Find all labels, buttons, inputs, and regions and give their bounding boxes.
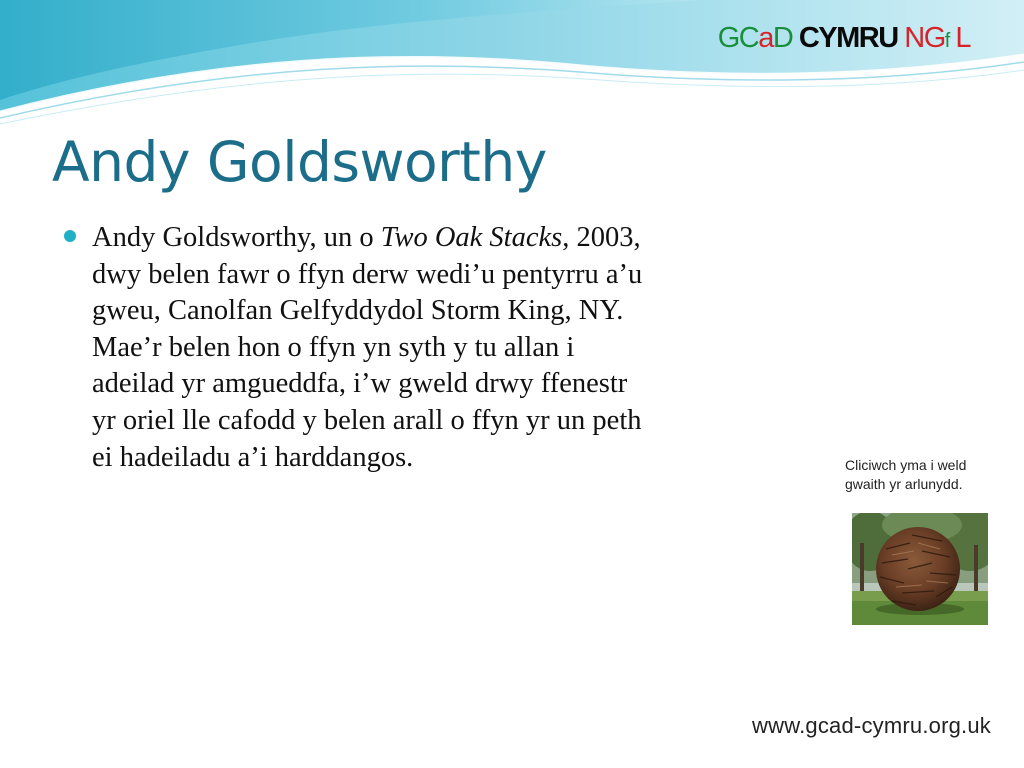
artwork-thumbnail-link[interactable]	[852, 513, 988, 625]
slide-title: Andy Goldsworthy	[52, 130, 547, 194]
logo-part-d: D	[772, 22, 793, 54]
bullet-dot-icon	[64, 230, 76, 242]
footer-url: www.gcad-cymru.org.uk	[752, 713, 991, 738]
slide-body-text	[92, 220, 652, 476]
caption-line-1: Cliciwch yma i weld	[845, 457, 967, 473]
logo-part-l: L	[948, 22, 970, 54]
logo-part-gc: GC	[717, 22, 759, 54]
gcad-logo	[718, 22, 970, 55]
logo-part-f: f	[944, 30, 949, 52]
logo-part-cymru: CYMRU	[792, 22, 905, 54]
body-lead: Andy Goldsworthy, un o	[92, 222, 381, 253]
caption-line-2: gwaith yr arlunydd.	[845, 476, 963, 492]
logo-part-ng: NG	[904, 22, 945, 54]
body-rest: , 2003, dwy belen fawr o ffyn derw wedi’u pentyrru a’u gweu, Canolfan Gelfyddydol Storm King, NY. Mae’r belen hon o ffyn yn syth y tu allan i adeilad yr amgueddfa, i’w gweld drwy ffenestr yr oriel lle cafodd y belen arall o ffyn yr un peth ei hadeiladu a’i harddangos.	[92, 222, 643, 473]
header-wave-decoration	[0, 0, 1024, 140]
logo-part-a: a	[758, 22, 773, 54]
artwork-title: Two Oak Stacks	[380, 222, 563, 253]
artist-link-caption[interactable]	[845, 456, 1015, 494]
